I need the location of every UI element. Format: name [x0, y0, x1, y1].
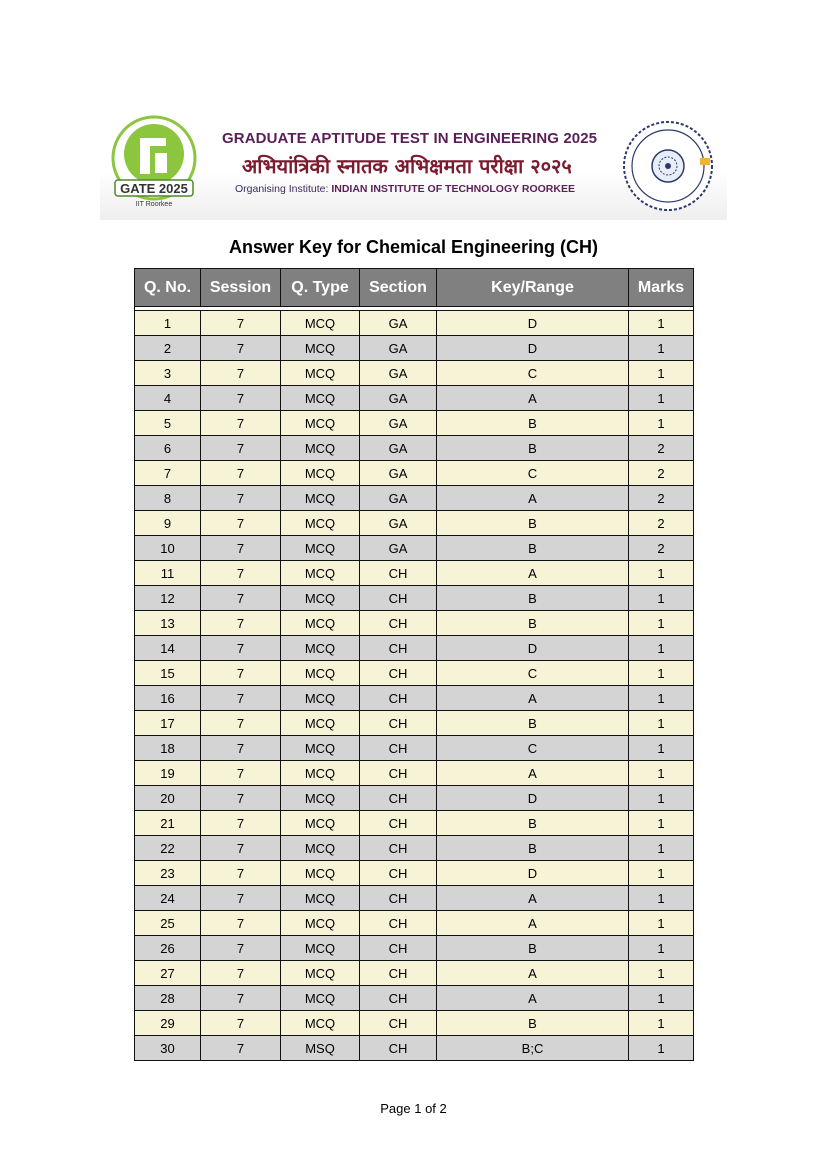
qno-cell: 10: [135, 536, 201, 561]
qtype-cell: MCQ: [281, 836, 360, 861]
session-cell: 7: [201, 436, 281, 461]
session-cell: 7: [201, 911, 281, 936]
table-row: [135, 411, 694, 436]
marks-cell: 1: [629, 761, 694, 786]
key-range-cell: D: [437, 311, 629, 336]
table-row: [135, 1036, 694, 1061]
column-header-qno: Q. No.: [135, 269, 201, 307]
qtype-cell: MCQ: [281, 686, 360, 711]
qno-cell: 29: [135, 1011, 201, 1036]
table-row: [135, 736, 694, 761]
qno-cell: 12: [135, 586, 201, 611]
marks-cell: 1: [629, 886, 694, 911]
iit-roorkee-seal: [618, 118, 718, 214]
key-range-cell: B: [437, 611, 629, 636]
column-header-session: Session: [201, 269, 281, 307]
qno-cell: 24: [135, 886, 201, 911]
marks-cell: 1: [629, 411, 694, 436]
qtype-cell: MCQ: [281, 861, 360, 886]
marks-cell: 1: [629, 661, 694, 686]
section-cell: GA: [360, 486, 437, 511]
session-cell: 7: [201, 986, 281, 1011]
marks-cell: 1: [629, 861, 694, 886]
table-row: [135, 886, 694, 911]
marks-cell: 1: [629, 911, 694, 936]
qtype-cell: MCQ: [281, 1011, 360, 1036]
marks-cell: 1: [629, 986, 694, 1011]
marks-cell: 2: [629, 511, 694, 536]
marks-cell: 1: [629, 361, 694, 386]
qtype-cell: MCQ: [281, 536, 360, 561]
table-header-row: [135, 269, 694, 307]
section-cell: GA: [360, 461, 437, 486]
table-row: [135, 561, 694, 586]
key-range-cell: D: [437, 336, 629, 361]
session-cell: 7: [201, 486, 281, 511]
qno-cell: 3: [135, 361, 201, 386]
session-cell: 7: [201, 886, 281, 911]
qtype-cell: MCQ: [281, 511, 360, 536]
section-cell: CH: [360, 636, 437, 661]
section-cell: CH: [360, 736, 437, 761]
key-range-cell: D: [437, 636, 629, 661]
marks-cell: 2: [629, 536, 694, 561]
session-cell: 7: [201, 511, 281, 536]
table-row: [135, 1011, 694, 1036]
page-footer: Page 1 of 2: [380, 1101, 447, 1116]
session-cell: 7: [201, 386, 281, 411]
qtype-cell: MCQ: [281, 961, 360, 986]
key-range-cell: A: [437, 886, 629, 911]
qtype-cell: MCQ: [281, 936, 360, 961]
section-cell: CH: [360, 1036, 437, 1061]
marks-cell: 1: [629, 736, 694, 761]
section-cell: GA: [360, 361, 437, 386]
section-cell: CH: [360, 761, 437, 786]
marks-cell: 1: [629, 336, 694, 361]
qno-cell: 28: [135, 986, 201, 1011]
table-row: [135, 911, 694, 936]
column-header-qtype: Q. Type: [281, 269, 360, 307]
table-row: [135, 586, 694, 611]
table-row: [135, 786, 694, 811]
session-cell: 7: [201, 936, 281, 961]
section-cell: GA: [360, 336, 437, 361]
qtype-cell: MCQ: [281, 736, 360, 761]
key-range-cell: B: [437, 411, 629, 436]
section-cell: CH: [360, 661, 437, 686]
key-range-cell: C: [437, 461, 629, 486]
section-cell: CH: [360, 861, 437, 886]
marks-cell: 1: [629, 1036, 694, 1061]
qtype-cell: MCQ: [281, 986, 360, 1011]
key-range-cell: A: [437, 986, 629, 1011]
qtype-cell: MCQ: [281, 711, 360, 736]
marks-cell: 2: [629, 486, 694, 511]
answer-key-body: [135, 307, 694, 1061]
table-row: [135, 686, 694, 711]
qtype-cell: MCQ: [281, 786, 360, 811]
section-cell: CH: [360, 1011, 437, 1036]
table-row: [135, 811, 694, 836]
table-row: [135, 961, 694, 986]
key-range-cell: D: [437, 861, 629, 886]
key-range-cell: B: [437, 836, 629, 861]
section-cell: CH: [360, 886, 437, 911]
key-range-cell: B: [437, 936, 629, 961]
qno-cell: 1: [135, 311, 201, 336]
session-cell: 7: [201, 736, 281, 761]
table-row: [135, 386, 694, 411]
table-row: [135, 511, 694, 536]
section-cell: CH: [360, 911, 437, 936]
key-range-cell: B: [437, 711, 629, 736]
qno-cell: 27: [135, 961, 201, 986]
qno-cell: 9: [135, 511, 201, 536]
table-row: [135, 461, 694, 486]
qno-cell: 7: [135, 461, 201, 486]
column-header-section: Section: [360, 269, 437, 307]
marks-cell: 1: [629, 686, 694, 711]
key-range-cell: B: [437, 586, 629, 611]
key-range-cell: A: [437, 961, 629, 986]
marks-cell: 2: [629, 436, 694, 461]
session-cell: 7: [201, 1011, 281, 1036]
qtype-cell: MCQ: [281, 361, 360, 386]
qtype-cell: MCQ: [281, 586, 360, 611]
key-range-cell: A: [437, 761, 629, 786]
qno-cell: 26: [135, 936, 201, 961]
marks-cell: 1: [629, 711, 694, 736]
section-cell: CH: [360, 611, 437, 636]
marks-cell: 1: [629, 811, 694, 836]
marks-cell: 1: [629, 311, 694, 336]
column-header-marks: Marks: [629, 269, 694, 307]
gate-logo-text: GATE 2025: [120, 181, 188, 196]
qno-cell: 25: [135, 911, 201, 936]
qtype-cell: MCQ: [281, 611, 360, 636]
key-range-cell: A: [437, 486, 629, 511]
marks-cell: 1: [629, 836, 694, 861]
table-row: [135, 986, 694, 1011]
header-organiser: [235, 183, 575, 195]
qtype-cell: MCQ: [281, 811, 360, 836]
section-cell: CH: [360, 961, 437, 986]
table-row: [135, 711, 694, 736]
qno-cell: 23: [135, 861, 201, 886]
section-cell: GA: [360, 436, 437, 461]
table-row: [135, 336, 694, 361]
key-range-cell: B: [437, 536, 629, 561]
qno-cell: 4: [135, 386, 201, 411]
section-cell: GA: [360, 536, 437, 561]
section-cell: CH: [360, 811, 437, 836]
section-cell: CH: [360, 586, 437, 611]
session-cell: 7: [201, 811, 281, 836]
table-row: [135, 311, 694, 336]
qno-cell: 13: [135, 611, 201, 636]
qtype-cell: MCQ: [281, 436, 360, 461]
key-range-cell: A: [437, 386, 629, 411]
key-range-cell: C: [437, 361, 629, 386]
qtype-cell: MSQ: [281, 1036, 360, 1061]
key-range-cell: B: [437, 1011, 629, 1036]
qtype-cell: MCQ: [281, 411, 360, 436]
session-cell: 7: [201, 686, 281, 711]
qno-cell: 5: [135, 411, 201, 436]
qtype-cell: MCQ: [281, 486, 360, 511]
marks-cell: 1: [629, 561, 694, 586]
qtype-cell: MCQ: [281, 911, 360, 936]
qtype-cell: MCQ: [281, 336, 360, 361]
key-range-cell: B;C: [437, 1036, 629, 1061]
table-row: [135, 861, 694, 886]
section-cell: CH: [360, 561, 437, 586]
qno-cell: 2: [135, 336, 201, 361]
session-cell: 7: [201, 661, 281, 686]
session-cell: 7: [201, 461, 281, 486]
qno-cell: 8: [135, 486, 201, 511]
qtype-cell: MCQ: [281, 561, 360, 586]
session-cell: 7: [201, 361, 281, 386]
document-title: Answer Key for Chemical Engineering (CH): [228, 237, 599, 257]
section-cell: GA: [360, 511, 437, 536]
table-row: [135, 636, 694, 661]
section-cell: GA: [360, 311, 437, 336]
key-range-cell: A: [437, 561, 629, 586]
table-row: [135, 436, 694, 461]
session-cell: 7: [201, 536, 281, 561]
section-cell: CH: [360, 786, 437, 811]
session-cell: 7: [201, 786, 281, 811]
qtype-cell: MCQ: [281, 761, 360, 786]
answer-key-table: [134, 268, 694, 1061]
table-row: [135, 836, 694, 861]
session-cell: 7: [201, 761, 281, 786]
qno-cell: 11: [135, 561, 201, 586]
session-cell: 7: [201, 836, 281, 861]
session-cell: 7: [201, 1036, 281, 1061]
session-cell: 7: [201, 636, 281, 661]
table-row: [135, 361, 694, 386]
key-range-cell: C: [437, 661, 629, 686]
qno-cell: 6: [135, 436, 201, 461]
key-range-cell: B: [437, 811, 629, 836]
table-row: [135, 661, 694, 686]
gate-logo-subtext: IIT Roorkee: [135, 201, 173, 208]
section-cell: CH: [360, 711, 437, 736]
marks-cell: 1: [629, 386, 694, 411]
marks-cell: 1: [629, 1011, 694, 1036]
section-cell: GA: [360, 386, 437, 411]
session-cell: 7: [201, 611, 281, 636]
key-range-cell: B: [437, 511, 629, 536]
qtype-cell: MCQ: [281, 461, 360, 486]
section-cell: CH: [360, 686, 437, 711]
key-range-cell: A: [437, 911, 629, 936]
qno-cell: 18: [135, 736, 201, 761]
organiser-label: Organising Institute:: [235, 183, 329, 195]
table-row: [135, 611, 694, 636]
qtype-cell: MCQ: [281, 886, 360, 911]
session-cell: 7: [201, 861, 281, 886]
marks-cell: 2: [629, 461, 694, 486]
marks-cell: 1: [629, 961, 694, 986]
section-cell: GA: [360, 411, 437, 436]
table-row: [135, 536, 694, 561]
qno-cell: 19: [135, 761, 201, 786]
key-range-cell: D: [437, 786, 629, 811]
session-cell: 7: [201, 311, 281, 336]
session-cell: 7: [201, 411, 281, 436]
session-cell: 7: [201, 586, 281, 611]
marks-cell: 1: [629, 611, 694, 636]
key-range-cell: C: [437, 736, 629, 761]
key-range-cell: A: [437, 686, 629, 711]
marks-cell: 1: [629, 936, 694, 961]
session-cell: 7: [201, 961, 281, 986]
section-cell: CH: [360, 836, 437, 861]
header-hindi-title: अभियांत्रिकी स्नातक अभिक्षमता परीक्षा २०२५: [242, 154, 572, 178]
qtype-cell: MCQ: [281, 636, 360, 661]
qtype-cell: MCQ: [281, 311, 360, 336]
qno-cell: 21: [135, 811, 201, 836]
session-cell: 7: [201, 711, 281, 736]
session-cell: 7: [201, 561, 281, 586]
qno-cell: 15: [135, 661, 201, 686]
qno-cell: 30: [135, 1036, 201, 1061]
section-cell: CH: [360, 936, 437, 961]
header-title: GRADUATE APTITUDE TEST IN ENGINEERING 2025: [222, 130, 598, 147]
table-row: [135, 761, 694, 786]
qtype-cell: MCQ: [281, 661, 360, 686]
marks-cell: 1: [629, 786, 694, 811]
table-row: [135, 936, 694, 961]
qno-cell: 16: [135, 686, 201, 711]
marks-cell: 1: [629, 636, 694, 661]
section-cell: CH: [360, 986, 437, 1011]
marks-cell: 1: [629, 586, 694, 611]
qno-cell: 17: [135, 711, 201, 736]
gate-2025-logo: [107, 114, 201, 212]
key-range-cell: B: [437, 436, 629, 461]
qno-cell: 20: [135, 786, 201, 811]
qtype-cell: MCQ: [281, 386, 360, 411]
qno-cell: 22: [135, 836, 201, 861]
table-row: [135, 486, 694, 511]
column-header-key-range: Key/Range: [437, 269, 629, 307]
organiser-name: INDIAN INSTITUTE OF TECHNOLOGY ROORKEE: [331, 183, 575, 195]
qno-cell: 14: [135, 636, 201, 661]
session-cell: 7: [201, 336, 281, 361]
